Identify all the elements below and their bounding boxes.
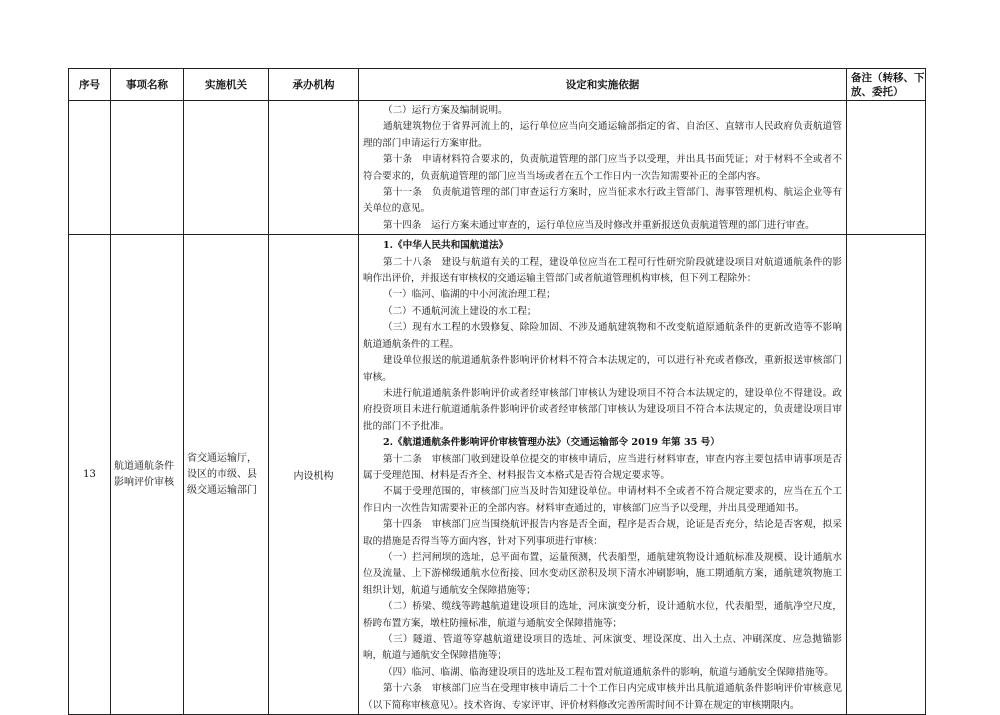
prev-name-cell: [111, 101, 184, 235]
header-note: 备注（转移、下放、委托）: [847, 69, 926, 101]
row-handling-org: 内设机构: [269, 235, 359, 715]
basis-line: 第十四条 审核部门应当围绕航评报告内容是否全面，程序是否合规，论证是否充分，结论是否客观，拟采取的措施是否得当等方面内容，针对下列事项进行审核：: [363, 519, 842, 547]
row-seq: 13: [69, 235, 111, 715]
table-row: [69, 235, 926, 715]
row-implementing-agency: 省交通运输厅，设区的市级、县级交通运输部门: [184, 235, 269, 715]
basis-line: 第二十八条 建设与航道有关的工程，建设单位应当在工程可行性研究阶段就建设项目对航道通航条件的影响作出评价，并报送有审核权的交通运输主管部门或者航道管理机构审核，但下列工程除外：: [363, 256, 842, 285]
basis-heading: 1.《中华人民共和国航道法》: [383, 240, 509, 252]
header-seq: 序号: [69, 69, 111, 101]
row-basis: [359, 235, 847, 715]
basis-line: （一）临河、临湖的中小河流治理工程；: [383, 289, 556, 301]
basis-line: （一）拦河闸坝的选址，总平面布置，运量预测，代表船型，通航建筑物设计通航标准及规模、设计通航水位及流量、上下游梯级通航水位衔接、回水变动区淤积及坝下清水冲刷影响，施工期通航方案，通航建筑物施工组织计划，航道与通航安全保障措施等；: [363, 551, 842, 596]
basis-line: 第十四条 运行方案未通过审查的，运行单位应当及时修改并重新报送负责航道管理的部门进行审查。: [383, 219, 815, 231]
header-basis: 设定和实施依据: [359, 69, 847, 101]
basis-line: （三）现有水工程的水毁修复、除险加固、不涉及通航建筑物和不改变航道原通航条件的更新改造等不影响航道通航条件的工程。: [363, 322, 842, 350]
basis-line: 通航建筑物位于省界河流上的，运行单位应当向交通运输部指定的省、自治区、直辖市人民政府负责航道管理的部门申请运行方案审批。: [363, 121, 842, 149]
basis-line: （二）不通航河流上建设的水工程；: [383, 305, 537, 317]
basis-line: （四）临河、临湖、临海建设项目的选址及工程布置对航道通航条件的影响，航道与通航安全保障措施等。: [383, 666, 834, 678]
header-implementing-agency: 实施机关: [184, 69, 269, 101]
basis-line: 第十条 申请材料符合要求的，负责航道管理的部门应当予以受理，并出具书面凭证；对于材料不全或者不符合要求的，负责航道管理的部门应当当场或者在五个工作日内一次告知需要补正的全部内容。: [363, 154, 842, 182]
row-item-name: 航道通航条件影响评价审核: [111, 235, 184, 715]
row-note: [847, 235, 926, 715]
basis-heading: 2.《航道通航条件影响评价审核管理办法》（交通运输部令 2019 年第 35 号）: [383, 437, 720, 449]
header-item-name: 事项名称: [111, 69, 184, 101]
basis-line: 第十一条 负责航道管理的部门审查运行方案时，应当征求水行政主管部门、海事管理机构、航运企业等有关单位的意见。: [363, 187, 842, 215]
basis-line: 第十二条 审核部门收到建设单位提交的审核申请后，应当进行材料审查，审查内容主要包括申请事项是否属于受理范围、材料是否齐全、材料报告文本格式是否符合规定要求等。: [363, 453, 842, 481]
basis-line: 未进行航道通航条件影响评价或者经审核部门审核认为建设项目不符合本法规定的，建设单位不得建设。政府投资项目未进行航道通航条件影响评价或者经审核部门审核认为建设项目不符合本法规定的，负责建设项目审批的部门不予批准。: [363, 387, 842, 432]
prev-seq-cell: [69, 101, 111, 235]
basis-line: （二）桥梁、缆线等跨越航道建设项目的选址，河床演变分析，设计通航水位，代表船型，通航净空尺度，桥跨布置方案，墩柱防撞标准，航道与通航安全保障措施等；: [363, 601, 842, 629]
prev-basis-cell: [359, 101, 847, 235]
approval-items-table: [68, 68, 926, 715]
basis-line: 不属于受理范围的，审核部门应当及时告知建设单位。申请材料不全或者不符合规定要求的，应当在五个工作日内一次性告知需要补正的全部内容。材料审查通过的，审核部门应当予以受理，并出具受理通知书。: [363, 486, 842, 514]
table-row-continued: [69, 101, 926, 235]
table-header-row: [69, 69, 926, 101]
basis-line: 建设单位报送的航道通航条件影响评价材料不符合本法规定的，可以进行补充或者修改，重新报送审核部门审核。: [363, 355, 842, 383]
basis-line: （三）隧道、管道等穿越航道建设项目的选址、河床演变、埋设深度、出入土点、冲刷深度、应急抛锚影响，航道与通航安全保障措施等；: [363, 634, 842, 662]
header-handling-org: 承办机构: [269, 69, 359, 101]
prev-agency-cell: [184, 101, 269, 235]
prev-org-cell: [269, 101, 359, 235]
basis-line: 第十六条 审核部门应当在受理审核申请后二十个工作日内完成审核并出具航道通航条件影响评价审核意见（以下简称审核意见）。技术咨询、专家评审、评价材料修改完善所需时间不计算在规定的审核期限内。: [363, 683, 842, 711]
basis-line: （二）运行方案及编制说明。: [383, 105, 508, 116]
prev-note-cell: [847, 101, 926, 235]
